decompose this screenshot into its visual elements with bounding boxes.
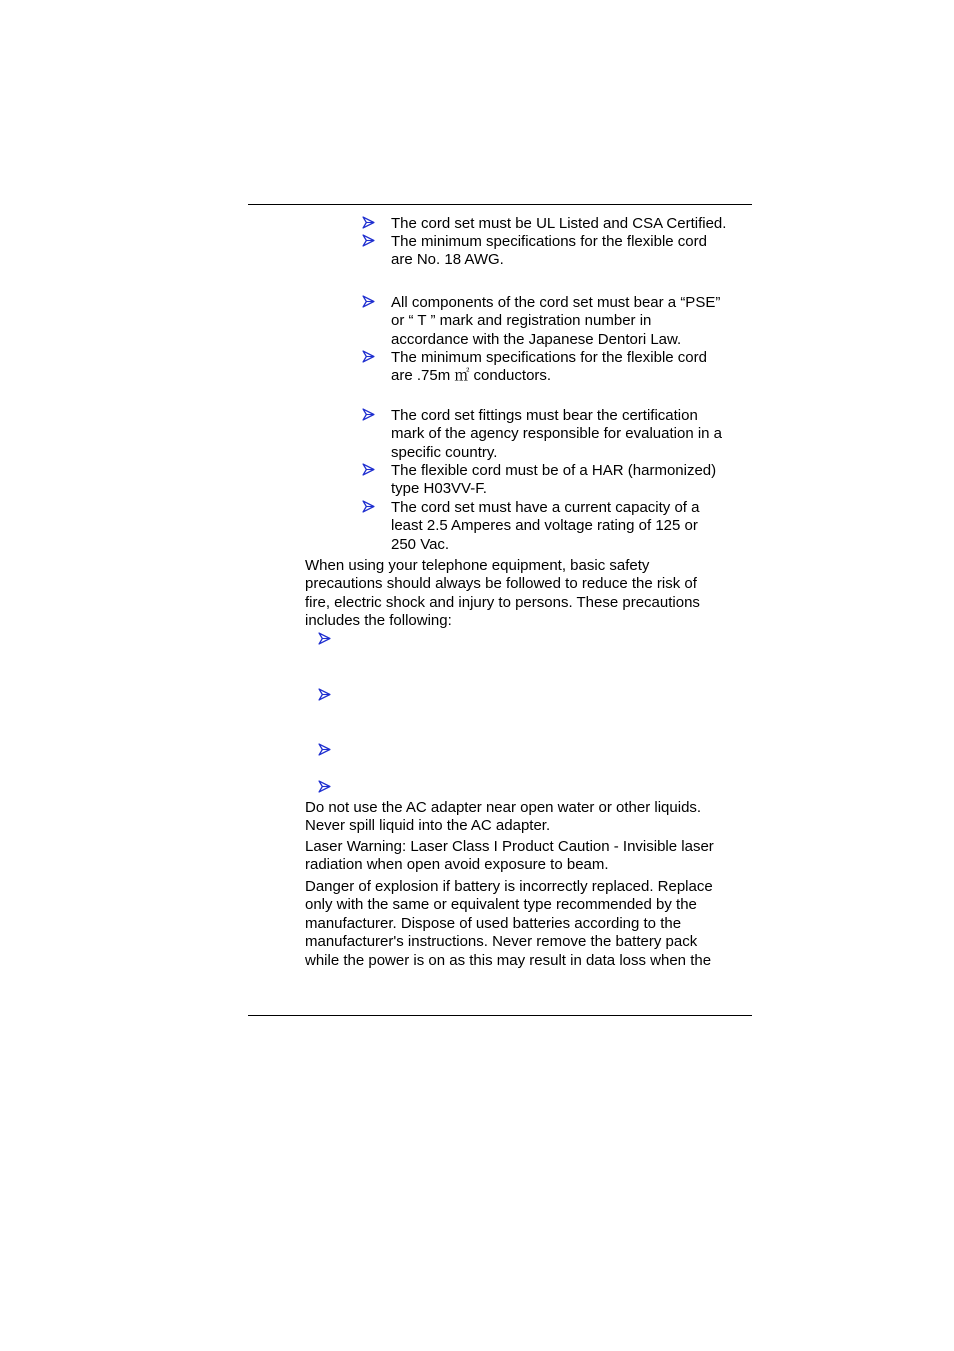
bottom-rule (248, 1015, 752, 1016)
list-item (362, 349, 754, 386)
bullet-text: The cord set must be UL Listed and CSA Certified. (391, 215, 727, 232)
arrow-bullet-icon (362, 295, 376, 309)
arrow-bullet-icon (362, 234, 376, 248)
ac-adapter-warning: Do not use the AC adapter near open water or other liquids. Never spill liquid into the AC adapter. (305, 799, 702, 835)
arrow-bullet-icon (318, 780, 332, 794)
arrow-bullet-icon (318, 688, 332, 702)
battery-warning: Danger of explosion if battery is incorrectly replaced. Replace only with the same or equivalent type recommended by the manufacturer. Dispose of used batteries according to the manufacturer's instructions. Never remove the battery pack while the power is on as this may result in data loss when the (305, 878, 713, 969)
list-item (362, 233, 754, 270)
list-item (362, 294, 754, 349)
list-item (362, 499, 754, 554)
arrow-bullet-icon (362, 408, 376, 422)
arrow-bullet-icon (362, 463, 376, 477)
arrow-bullet-icon (362, 216, 376, 230)
telephone-intro-paragraph: When using your telephone equipment, basic safety precautions should always be followed to reduce the risk of fire, electric shock and injury to persons. These precautions includes the following: (305, 557, 700, 630)
arrow-bullet-icon (362, 350, 376, 364)
list-item (362, 407, 754, 462)
bullet-text: The flexible cord must be of a HAR (harmonized) type H03VV-F. (391, 462, 717, 498)
arrow-bullet-icon (318, 632, 332, 646)
bullet-text: The cord set must have a current capacity of a least 2.5 Amperes and voltage rating of 125 or 250 Vac. (391, 499, 700, 553)
list-item (362, 462, 754, 499)
arrow-bullet-icon (362, 500, 376, 514)
laser-warning: Laser Warning: Laser Class I Product Caution - Invisible laser radiation when open avoid exposure to beam. (305, 838, 714, 874)
top-rule (248, 204, 752, 205)
bullet-text: The minimum specifications for the flexible cord are .75m ㎡ conductors. (391, 349, 707, 385)
bullet-text: The minimum specifications for the flexible cord are No. 18 AWG. (391, 233, 707, 269)
list-item (362, 215, 754, 233)
bullet-text: All components of the cord set must bear a “PSE” or “ T ” mark and registration number in accordance with the Japanese Dentori Law. (391, 294, 721, 348)
bullet-text: The cord set fittings must bear the certification mark of the agency responsible for evaluation in a specific country. (391, 407, 723, 461)
arrow-bullet-icon (318, 743, 332, 757)
